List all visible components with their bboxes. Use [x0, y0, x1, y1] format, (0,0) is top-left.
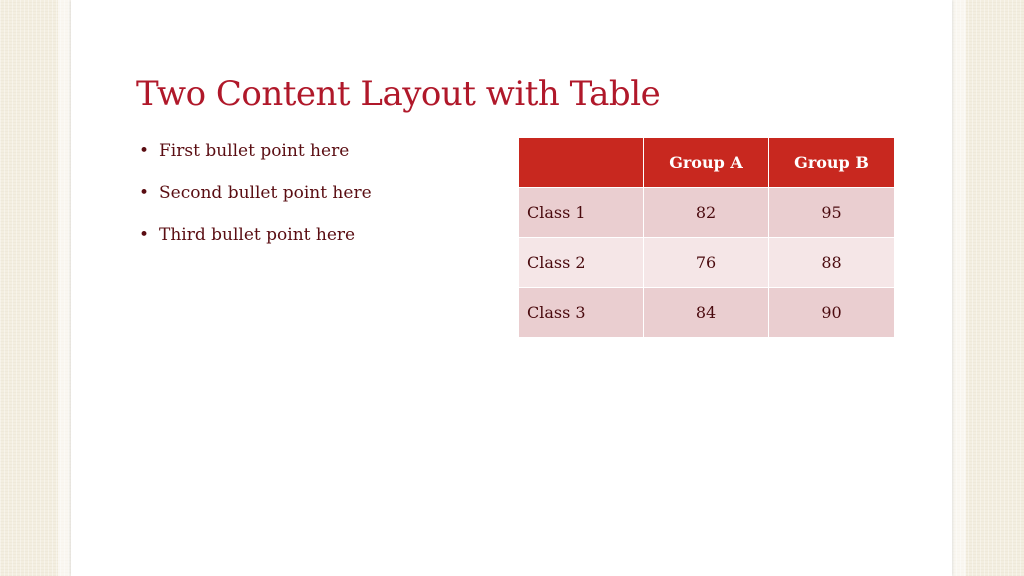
bullet-item[interactable]	[139, 141, 372, 183]
background-strip-right	[952, 0, 966, 576]
table-cell[interactable]: 88	[769, 238, 894, 288]
table-row	[519, 288, 894, 338]
data-table[interactable]	[519, 138, 894, 338]
table-header-cell[interactable]: Group A	[644, 138, 769, 188]
bullet-item[interactable]	[139, 183, 372, 225]
table-cell[interactable]: 82	[644, 188, 769, 238]
table-cell[interactable]: Class 1	[519, 188, 644, 238]
bullet-text: Second bullet point here	[159, 183, 372, 203]
table-cell[interactable]: 84	[644, 288, 769, 338]
bullet-list[interactable]	[139, 141, 372, 267]
table-row	[519, 238, 894, 288]
bullet-item[interactable]	[139, 225, 372, 267]
table-cell[interactable]: Class 3	[519, 288, 644, 338]
table-header-cell[interactable]	[519, 138, 644, 188]
bullet-text: First bullet point here	[159, 141, 350, 161]
bullet-text: Third bullet point here	[159, 225, 356, 245]
bullet-marker: •	[139, 183, 150, 203]
table-cell[interactable]: Class 2	[519, 238, 644, 288]
table-header-row	[519, 138, 894, 188]
slide	[71, 0, 952, 576]
background-strip-left	[58, 0, 72, 576]
table-row	[519, 188, 894, 238]
table-cell[interactable]: 90	[769, 288, 894, 338]
table-header-cell[interactable]: Group B	[769, 138, 894, 188]
bullet-marker: •	[139, 141, 150, 161]
table-cell[interactable]: 95	[769, 188, 894, 238]
slide-title[interactable]: Two Content Layout with Table	[136, 74, 661, 114]
table-cell[interactable]: 76	[644, 238, 769, 288]
bullet-marker: •	[139, 225, 150, 245]
